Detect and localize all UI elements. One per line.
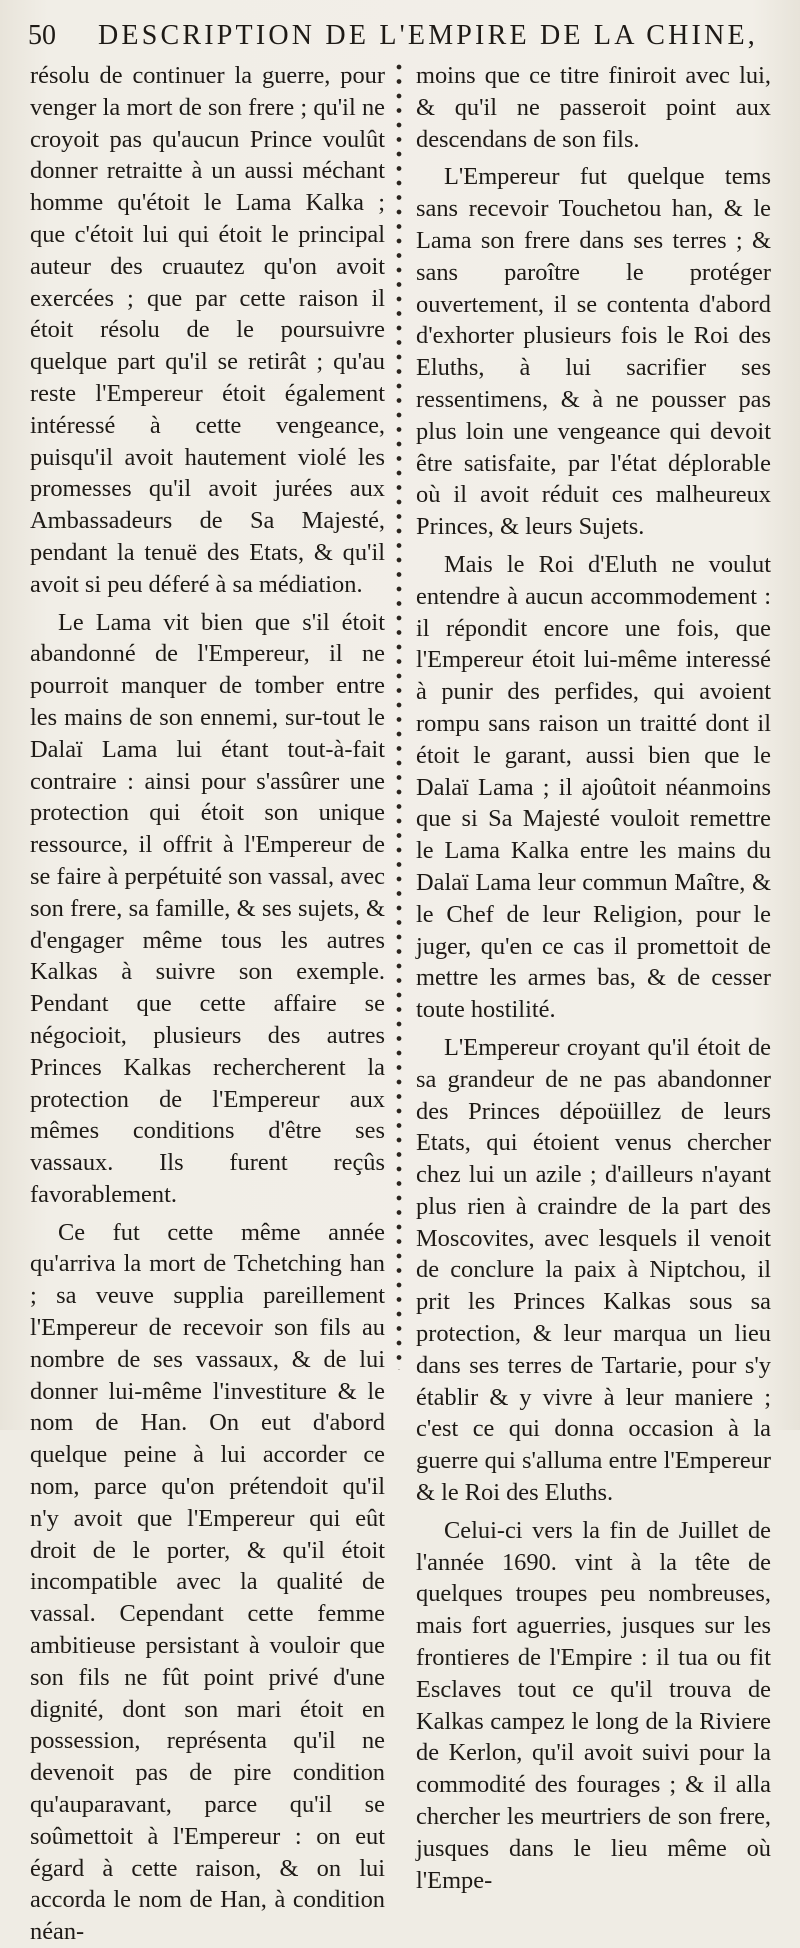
- running-header: [28, 18, 778, 58]
- paragraph: résolu de continuer la guerre, pour venger la mort de son frere ; qu'il ne croyoit pas qu'aucun Prince voulût donner retraitte à un aussi méchant homme qu'étoit le Lama Kalka ; que c'étoit lui qui étoit le principal auteur des cruautez qu'on avoit exercées ; que par cette raison il étoit résolu de le poursuivre quelque part qu'il se retirât ; qu'au reste l'Empereur étoit également intéressé à cette vengeance, puisqu'il avoit hautement violé les promesses qu'il avoit jurées aux Ambassadeurs de Sa Majesté, pendant la tenuë des Etats, & qu'il avoit si peu déferé à sa médiation.: [30, 62, 385, 598]
- right-column: [416, 60, 771, 1896]
- page-number: 50: [28, 20, 56, 51]
- paragraph: L'Empereur croyant qu'il étoit de sa grandeur de ne pas abandonner des Princes dépoüillez de leurs Etats, qui étoient venus chercher chez lui un azile ; d'ailleurs n'ayant plus rien à craindre de la part des Moscovites, avec lesquels il venoit de conclure la paix à Niptchou, il prit les Princes Kalkas sous sa protection, & leur marqua un lieu dans ses terres de Tartarie, pour s'y établir & y vivre à leur maniere ; c'est ce qui donna occasion à la guerre qui s'alluma entre l'Empereur & le Roi des Eluths.: [416, 1033, 771, 1507]
- running-title: DESCRIPTION DE L'EMPIRE DE LA CHINE,: [98, 20, 759, 51]
- paragraph: moins que ce titre finiroit avec lui, & qu'il ne passeroit point aux descendans de son fils.: [416, 62, 771, 153]
- ornamental-column-divider: [392, 60, 406, 1370]
- paragraph: Ce fut cette même année qu'arriva la mort de Tchetching han ; sa veuve supplia pareillement l'Empereur de recevoir son fils au nombre de ses vassaux, & de lui donner lui-même l'investiture & le nom de Han. On eut d'abord quelque peine à lui accorder ce nom, parce qu'on prétendoit qu'il n'y avoit que l'Empereur qui eût droit de le porter, & qu'il étoit incompatible avec la qualité de vassal. Cependant cette femme ambitieuse persistant à vouloir que son fils ne fût point privé d'une dignité, dont son mari étoit en possession, représenta qu'il ne devenoit pas de pire condition qu'auparavant, parce qu'il se soûmettoit à l'Empereur : on eut égard à cette raison, & on lui accorda le nom de Han, à condition néan-: [30, 1218, 385, 1946]
- left-column: [30, 60, 385, 1948]
- paragraph: Mais le Roi d'Eluth ne voulut entendre à aucun accommodement : il répondit encore une fois, que l'Empereur étoit lui-même interessé à punir des perfides, qui avoient rompu sans raison un traitté dont il étoit le garant, aussi bien que le Dalaï Lama ; il ajoûtoit néanmoins que si Sa Majesté vouloit remettre le Lama Kalka entre les mains du Dalaï Lama leur commun Maître, & le Chef de leur Religion, pour le juger, qu'en ce cas il promettoit de mettre les armes bas, & de cesser toute hostilité.: [416, 550, 771, 1024]
- paragraph: L'Empereur fut quelque tems sans recevoir Touchetou han, & le Lama son frere dans ses terres ; & sans paroître le protéger ouvertement, il se contenta d'abord d'exhorter plusieurs fois le Roi des Eluths, à lui sacrifier ses ressentimens, & à ne pousser pas plus loin une vengeance qui devoit être satisfaite, par l'état déplorable où il avoit réduit ces malheureux Princes, & leurs Sujets.: [416, 163, 771, 541]
- paragraph: Le Lama vit bien que s'il étoit abandonné de l'Empereur, il ne pourroit manquer de tomber entre les mains de son ennemi, sur-tout le Dalaï Lama lui étant tout-à-fait contraire : ainsi pour s'assûrer une protection qui étoit son unique ressource, il offrit à l'Empereur de se faire à perpétuité son vassal, avec son frere, sa famille, & ses sujets, & d'engager même tous les autres Kalkas à suivre son exemple. Pendant que cette affaire se négocioit, plusieurs des autres Princes Kalkas rechercherent la protection de l'Empereur aux mêmes conditions d'être ses vassaux. Ils furent reçûs favorablement.: [30, 608, 385, 1208]
- paragraph: Celui-ci vers la fin de Juillet de l'année 1690. vint à la tête de quelques troupes peu nombreuses, mais fort aguerries, jusques sur les frontieres de l'Empire : il tua ou fit Esclaves tout ce qu'il trouva de Kalkas campez le long de la Riviere de Kerlon, qu'il avoit suivi pour la commodité des fourages ; & il alla chercher les meurtriers de son frere, jusques dans le lieu même où l'Empe-: [416, 1516, 771, 1894]
